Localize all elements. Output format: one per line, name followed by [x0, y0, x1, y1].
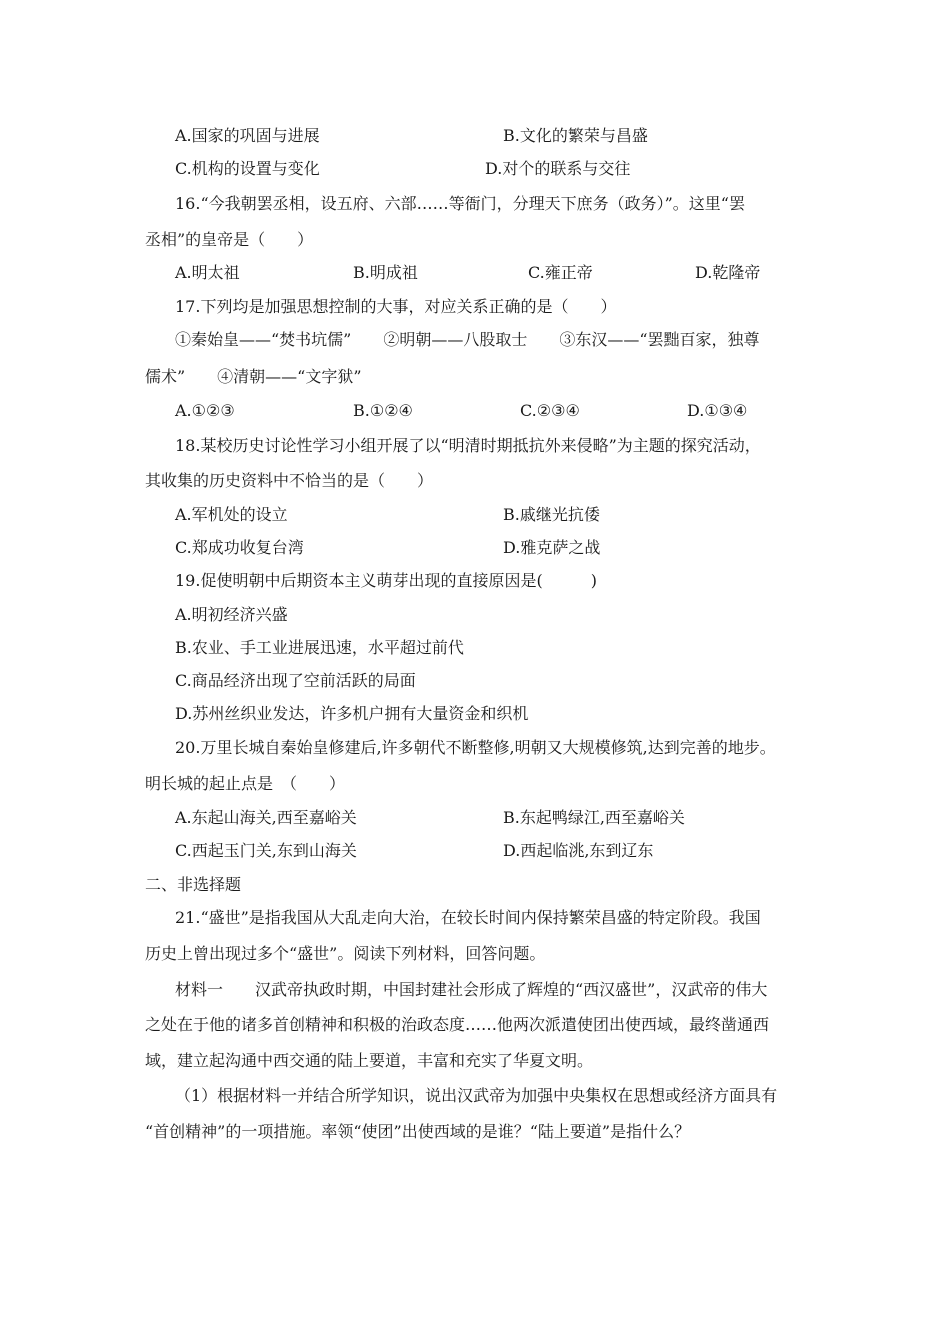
q18-stem-line1: 18.某校历史讨论性学习小组开展了以“明清时期抵抗外来侵略”为主题的探究活动，	[175, 436, 761, 455]
q19-option-c: C.商品经济出现了空前活跃的局面	[175, 671, 416, 690]
q21-material-line3: 域，建立起沟通中西交通的陆上要道，丰富和充实了华夏文明。	[145, 1051, 594, 1070]
q16-stem-line2: 丞相”的皇帝是（ ）	[145, 230, 314, 249]
q18-option-b: B.戚继光抗倭	[503, 505, 600, 524]
q20-stem-line2: 明长城的起止点是 （ ）	[145, 774, 346, 793]
q20-option-a: A.东起山海关,西至嘉峪关	[175, 808, 357, 827]
q15-option-a: A.国家的巩固与进展	[175, 126, 320, 145]
q18-option-a: A.军机处的设立	[175, 505, 288, 524]
q19-option-b: B.农业、手工业进展迅速，水平超过前代	[175, 638, 464, 657]
q21-stem-line1: 21.“盛世”是指我国从大乱走向大治，在较长时间内保持繁荣昌盛的特定阶段。我国	[175, 908, 761, 927]
q15-option-b: B.文化的繁荣与昌盛	[503, 126, 648, 145]
q16-option-d: D.乾隆帝	[695, 263, 761, 282]
q20-option-c: C.西起玉门关,东到山海关	[175, 841, 357, 860]
q17-option-d: D.①③④	[687, 401, 748, 420]
q17-option-c: C.②③④	[520, 401, 580, 420]
q21-sub1-line1: （1）根据材料一并结合所学知识，说出汉武帝为加强中央集权在思想或经济方面具有	[175, 1086, 778, 1105]
q19-option-d: D.苏州丝织业发达，许多机户拥有大量资金和织机	[175, 704, 529, 723]
q20-stem-line1: 20.万里长城自秦始皇修建后,许多朝代不断整修,明朝又大规模修筑,达到完善的地步。	[175, 738, 776, 757]
q19-option-a: A.明初经济兴盛	[175, 605, 288, 624]
q15-option-c: C.机构的设置与变化	[175, 159, 320, 178]
q20-option-d: D.西起临洮,东到辽东	[503, 841, 654, 860]
q21-sub1-line2: “首创精神”的一项措施。率领“使团”出使西域的是谁？“陆上要道”是指什么？	[145, 1122, 691, 1141]
q21-stem-line2: 历史上曾出现过多个“盛世”。阅读下列材料，回答问题。	[145, 944, 546, 963]
q17-option-b: B.①②④	[353, 401, 413, 420]
q16-stem-line1: 16.“今我朝罢丞相，设五府、六部……等衙门，分理天下庶务（政务）”。这里“罢	[175, 194, 745, 213]
section-heading: 二、非选择题	[145, 875, 242, 894]
q17-items-line1: ①秦始皇——“焚书坑儒” ②明朝——八股取士 ③东汉——“罢黜百家，独尊	[175, 330, 760, 349]
q21-material-line1: 材料一 汉武帝执政时期，中国封建社会形成了辉煌的“西汉盛世”，汉武帝的伟大	[175, 980, 768, 999]
q21-material-line2: 之处在于他的诸多首创精神和积极的治政态度……他两次派遣使团出使西域，最终凿通西	[145, 1015, 770, 1034]
q20-option-b: B.东起鸭绿江,西至嘉峪关	[503, 808, 685, 827]
q19-stem: 19.促使明朝中后期资本主义萌芽出现的直接原因是( )	[175, 571, 597, 590]
q16-option-c: C.雍正帝	[528, 263, 593, 282]
q18-option-c: C.郑成功收复台湾	[175, 538, 304, 557]
q18-stem-line2: 其收集的历史资料中不恰当的是（ ）	[145, 471, 434, 490]
q15-option-d: D.对个的联系与交往	[485, 159, 631, 178]
q17-option-a: A.①②③	[175, 401, 235, 420]
q16-option-a: A.明太祖	[175, 263, 240, 282]
q16-option-b: B.明成祖	[353, 263, 418, 282]
q17-items-line2: 儒术” ④清朝——“文字狱”	[145, 367, 362, 386]
q18-option-d: D.雅克萨之战	[503, 538, 601, 557]
q17-stem: 17.下列均是加强思想控制的大事，对应关系正确的是（ ）	[175, 297, 617, 316]
